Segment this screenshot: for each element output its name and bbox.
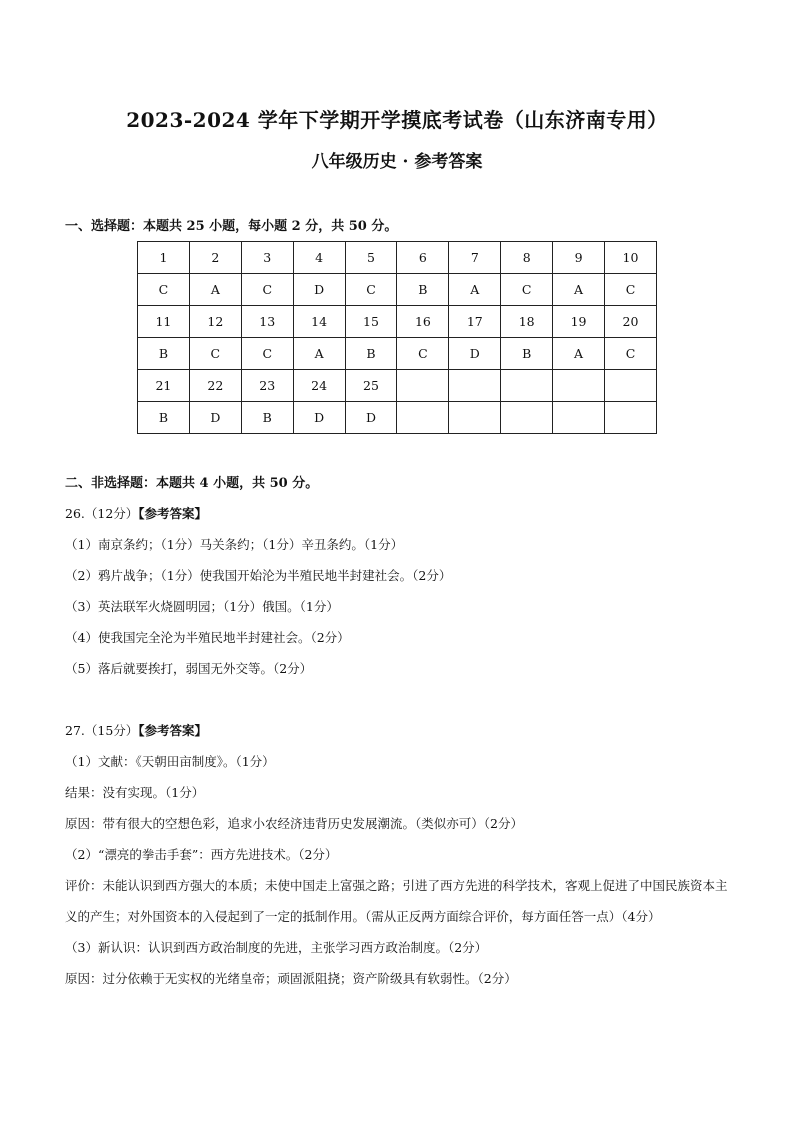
- question-27-block: [65, 715, 730, 994]
- section-2-heading: 二、非选择题：本题共 4 小题，共 50 分。: [65, 476, 319, 491]
- question-26-block: [65, 498, 451, 684]
- question-27-line: （1）文献：《天朝田亩制度》。（1分）: [65, 754, 275, 769]
- question-number-cell: 22: [189, 370, 241, 402]
- answer-cell: B: [501, 338, 553, 370]
- answer-cell: [605, 402, 657, 434]
- question-27-answer-tag: 【参考答案】: [138, 723, 208, 738]
- question-26-header: [65, 498, 451, 529]
- answer-cell: C: [241, 338, 293, 370]
- answer-cell: [553, 402, 605, 434]
- question-number-cell: 15: [345, 306, 397, 338]
- answer-cell: C: [241, 274, 293, 306]
- question-number-cell: 18: [501, 306, 553, 338]
- question-27-line: 原因：带有很大的空想色彩，追求小农经济违背历史发展潮流。（类似亦可）（2分）: [65, 816, 523, 831]
- answer-row: [138, 338, 657, 370]
- section-1-heading: 一、选择题：本题共 25 小题，每小题 2 分，共 50 分。: [65, 219, 398, 234]
- question-number-cell: [501, 370, 553, 402]
- answer-cell: B: [138, 338, 190, 370]
- question-26-number: 26.（12分）: [65, 506, 139, 521]
- answer-cell: A: [449, 274, 501, 306]
- question-number-row: [138, 242, 657, 274]
- question-number-cell: [449, 370, 501, 402]
- question-number-cell: 14: [293, 306, 345, 338]
- answer-cell: B: [138, 402, 190, 434]
- question-27-evaluation: 评价：未能认识到西方强大的本质；未使中国走上富强之路；引进了西方先进的科学技术，客观上促进了中国民族资本主义的产生；对外国资本的入侵起到了一定的抵制作用。（需从正反两方面综合评价，每方面任答一点）（4分）: [65, 878, 728, 924]
- question-number-cell: [553, 370, 605, 402]
- answer-cell: D: [293, 274, 345, 306]
- answer-cell: C: [345, 274, 397, 306]
- question-27-line: 原因：过分依赖于无实权的光绪皇帝；顽固派阻挠；资产阶级具有软弱性。（2分）: [65, 971, 517, 986]
- answer-row: [138, 274, 657, 306]
- question-number-row: [138, 370, 657, 402]
- answer-cell: C: [605, 338, 657, 370]
- question-number-cell: 11: [138, 306, 190, 338]
- answer-cell: C: [397, 338, 449, 370]
- question-number-cell: 13: [241, 306, 293, 338]
- answer-cell: D: [293, 402, 345, 434]
- question-27-number: 27.（15分）: [65, 723, 139, 738]
- question-number-cell: 7: [449, 242, 501, 274]
- question-number-cell: 25: [345, 370, 397, 402]
- question-number-cell: 17: [449, 306, 501, 338]
- answer-cell: A: [553, 338, 605, 370]
- question-number-cell: 5: [345, 242, 397, 274]
- answer-cell: A: [293, 338, 345, 370]
- answer-cell: C: [501, 274, 553, 306]
- answer-cell: C: [189, 338, 241, 370]
- question-number-cell: [605, 370, 657, 402]
- answer-cell: D: [345, 402, 397, 434]
- question-number-cell: 20: [605, 306, 657, 338]
- answer-cell: C: [605, 274, 657, 306]
- answer-cell: D: [449, 338, 501, 370]
- answer-cell: B: [345, 338, 397, 370]
- answer-cell: A: [189, 274, 241, 306]
- question-number-cell: 21: [138, 370, 190, 402]
- question-26-line: （3）英法联军火烧圆明园；（1分）俄国。（1分）: [65, 599, 339, 614]
- question-27-header: [65, 715, 730, 746]
- answer-cell: B: [397, 274, 449, 306]
- document-title: 2023-2024 学年下学期开学摸底考试卷（山东济南专用）: [126, 108, 668, 132]
- question-number-cell: 1: [138, 242, 190, 274]
- question-number-row: [138, 306, 657, 338]
- answer-cell: D: [189, 402, 241, 434]
- question-number-cell: 19: [553, 306, 605, 338]
- question-number-cell: 10: [605, 242, 657, 274]
- question-26-answer-tag: 【参考答案】: [138, 506, 208, 521]
- answer-cell: A: [553, 274, 605, 306]
- question-26-line: （1）南京条约；（1分）马关条约；（1分）辛丑条约。（1分）: [65, 537, 404, 552]
- question-27-line: （3）新认识：认识到西方政治制度的先进，主张学习西方政治制度。（2分）: [65, 940, 488, 955]
- answer-cell: [449, 402, 501, 434]
- question-27-line: （2）“漂亮的拳击手套”：西方先进技术。（2分）: [65, 847, 338, 862]
- question-27-line: 结果：没有实现。（1分）: [65, 785, 205, 800]
- answer-table: [137, 241, 657, 434]
- document-subtitle: 八年级历史 · 参考答案: [311, 152, 483, 172]
- question-number-cell: [397, 370, 449, 402]
- question-number-cell: 24: [293, 370, 345, 402]
- answer-cell: B: [241, 402, 293, 434]
- question-number-cell: 2: [189, 242, 241, 274]
- answer-cell: [501, 402, 553, 434]
- question-number-cell: 23: [241, 370, 293, 402]
- question-number-cell: 9: [553, 242, 605, 274]
- question-26-line: （2）鸦片战争；（1分）使我国开始沦为半殖民地半封建社会。（2分）: [65, 568, 452, 583]
- answer-cell: [397, 402, 449, 434]
- question-26-line: （5）落后就要挨打，弱国无外交等。（2分）: [65, 661, 313, 676]
- question-number-cell: 8: [501, 242, 553, 274]
- question-number-cell: 6: [397, 242, 449, 274]
- question-number-cell: 3: [241, 242, 293, 274]
- answer-cell: C: [138, 274, 190, 306]
- question-number-cell: 4: [293, 242, 345, 274]
- question-number-cell: 16: [397, 306, 449, 338]
- answer-row: [138, 402, 657, 434]
- question-26-line: （4）使我国完全沦为半殖民地半封建社会。（2分）: [65, 630, 350, 645]
- question-number-cell: 12: [189, 306, 241, 338]
